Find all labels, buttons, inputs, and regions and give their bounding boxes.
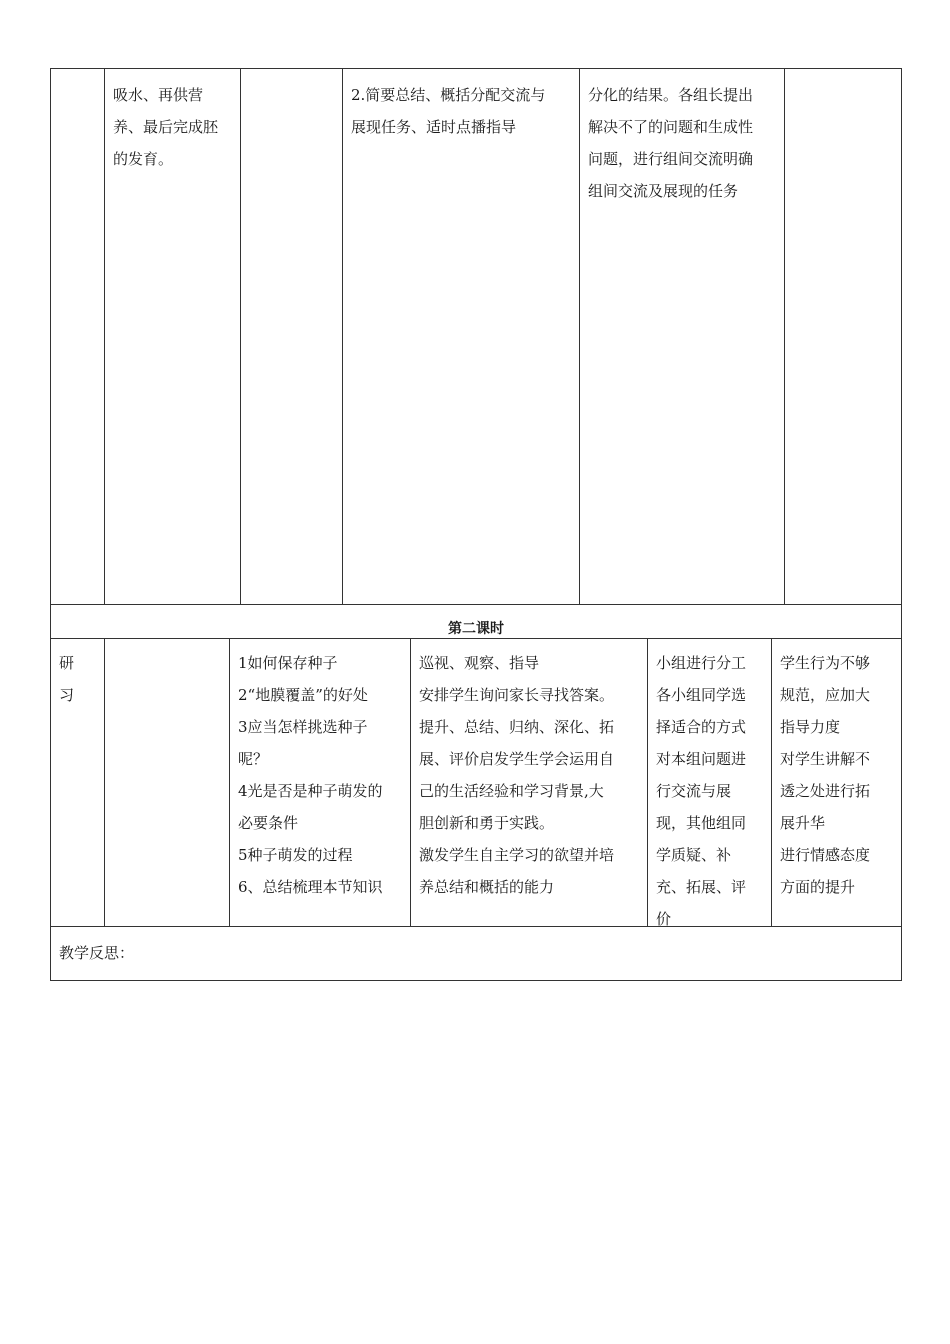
- student-line: 问题，进行组间交流明确: [588, 150, 754, 168]
- student-line: 价: [656, 910, 672, 928]
- empty-cell: [105, 639, 230, 926]
- notes-line: 指导力度: [780, 718, 841, 736]
- top-cell-empty: [241, 69, 343, 604]
- content-line: 养、最后完成胚: [113, 118, 219, 136]
- content-line: 呢？: [238, 750, 269, 768]
- student-line: 充、拓展、评: [656, 878, 747, 896]
- notes-cell: [772, 639, 901, 926]
- notes-line: 方面的提升: [780, 878, 856, 896]
- student-line: 组间交流及展现的任务: [588, 182, 739, 200]
- teacher-line: 巡视、观察、指导: [419, 654, 540, 672]
- notes-line: 对学生讲解不: [780, 750, 871, 768]
- stage-label: 研: [59, 654, 75, 672]
- student-line: 分化的结果。各组长提出: [588, 86, 754, 104]
- content-line: 吸水、再供营: [113, 86, 204, 104]
- content-line: 的发育。: [113, 150, 174, 168]
- teacher-activity-cell: [411, 639, 648, 926]
- student-line: 学质疑、补: [656, 846, 732, 864]
- top-cell-notes: [785, 69, 901, 604]
- stage-cell: [51, 639, 105, 926]
- teacher-line: 安排学生询问家长寻找答案。: [419, 686, 615, 704]
- teacher-line: 展、评价启发学生学会运用自: [419, 750, 615, 768]
- student-line: 现，其他组同: [656, 814, 747, 832]
- student-line: 对本组问题进: [656, 750, 747, 768]
- student-line: 行交流与展: [656, 782, 732, 800]
- teacher-line: 胆创新和勇于实践。: [419, 814, 555, 832]
- session-header: 第二课时: [50, 604, 902, 638]
- teacher-line: 展现任务、适时点播指导: [351, 118, 517, 136]
- reflection-label: 教学反思：: [59, 944, 135, 962]
- content-line: 6、总结梳理本节知识: [238, 878, 383, 896]
- teacher-line: 己的生活经验和学习背景,大: [419, 782, 604, 800]
- content-line: 2“地膜覆盖”的好处: [238, 686, 368, 704]
- content-line: 5种子萌发的过程: [238, 846, 353, 864]
- content-cell: [230, 639, 411, 926]
- content-line: 3应当怎样挑选种子: [238, 718, 368, 736]
- notes-line: 展升华: [780, 814, 826, 832]
- student-line: 小组进行分工: [656, 654, 747, 672]
- teacher-line: 养总结和概括的能力: [419, 878, 555, 896]
- top-cell-content: [105, 69, 241, 604]
- content-line: 4光是否是种子萌发的: [238, 782, 383, 800]
- content-line: 1如何保存种子: [238, 654, 338, 672]
- notes-line: 规范，应加大: [780, 686, 871, 704]
- student-line: 解决不了的问题和生成性: [588, 118, 754, 136]
- notes-line: 学生行为不够: [780, 654, 871, 672]
- teacher-line: 激发学生自主学习的欲望并培: [419, 846, 615, 864]
- top-table-row: [50, 68, 902, 604]
- top-cell-student-activity: [580, 69, 785, 604]
- top-cell-teacher-activity: [343, 69, 580, 604]
- student-activity-cell: [648, 639, 772, 926]
- student-line: 各小组同学选: [656, 686, 747, 704]
- reflection-row: [50, 926, 902, 981]
- second-table-row: [50, 638, 902, 926]
- teacher-line: 2.简要总结、概括分配交流与: [351, 86, 546, 104]
- content-line: 必要条件: [238, 814, 299, 832]
- notes-line: 透之处进行拓: [780, 782, 871, 800]
- notes-line: 进行情感态度: [780, 846, 871, 864]
- top-cell-stage: [51, 69, 105, 604]
- student-line: 择适合的方式: [656, 718, 747, 736]
- teacher-line: 提升、总结、归纳、深化、拓: [419, 718, 615, 736]
- lesson-plan-table: [50, 68, 902, 981]
- stage-label: 习: [59, 686, 75, 704]
